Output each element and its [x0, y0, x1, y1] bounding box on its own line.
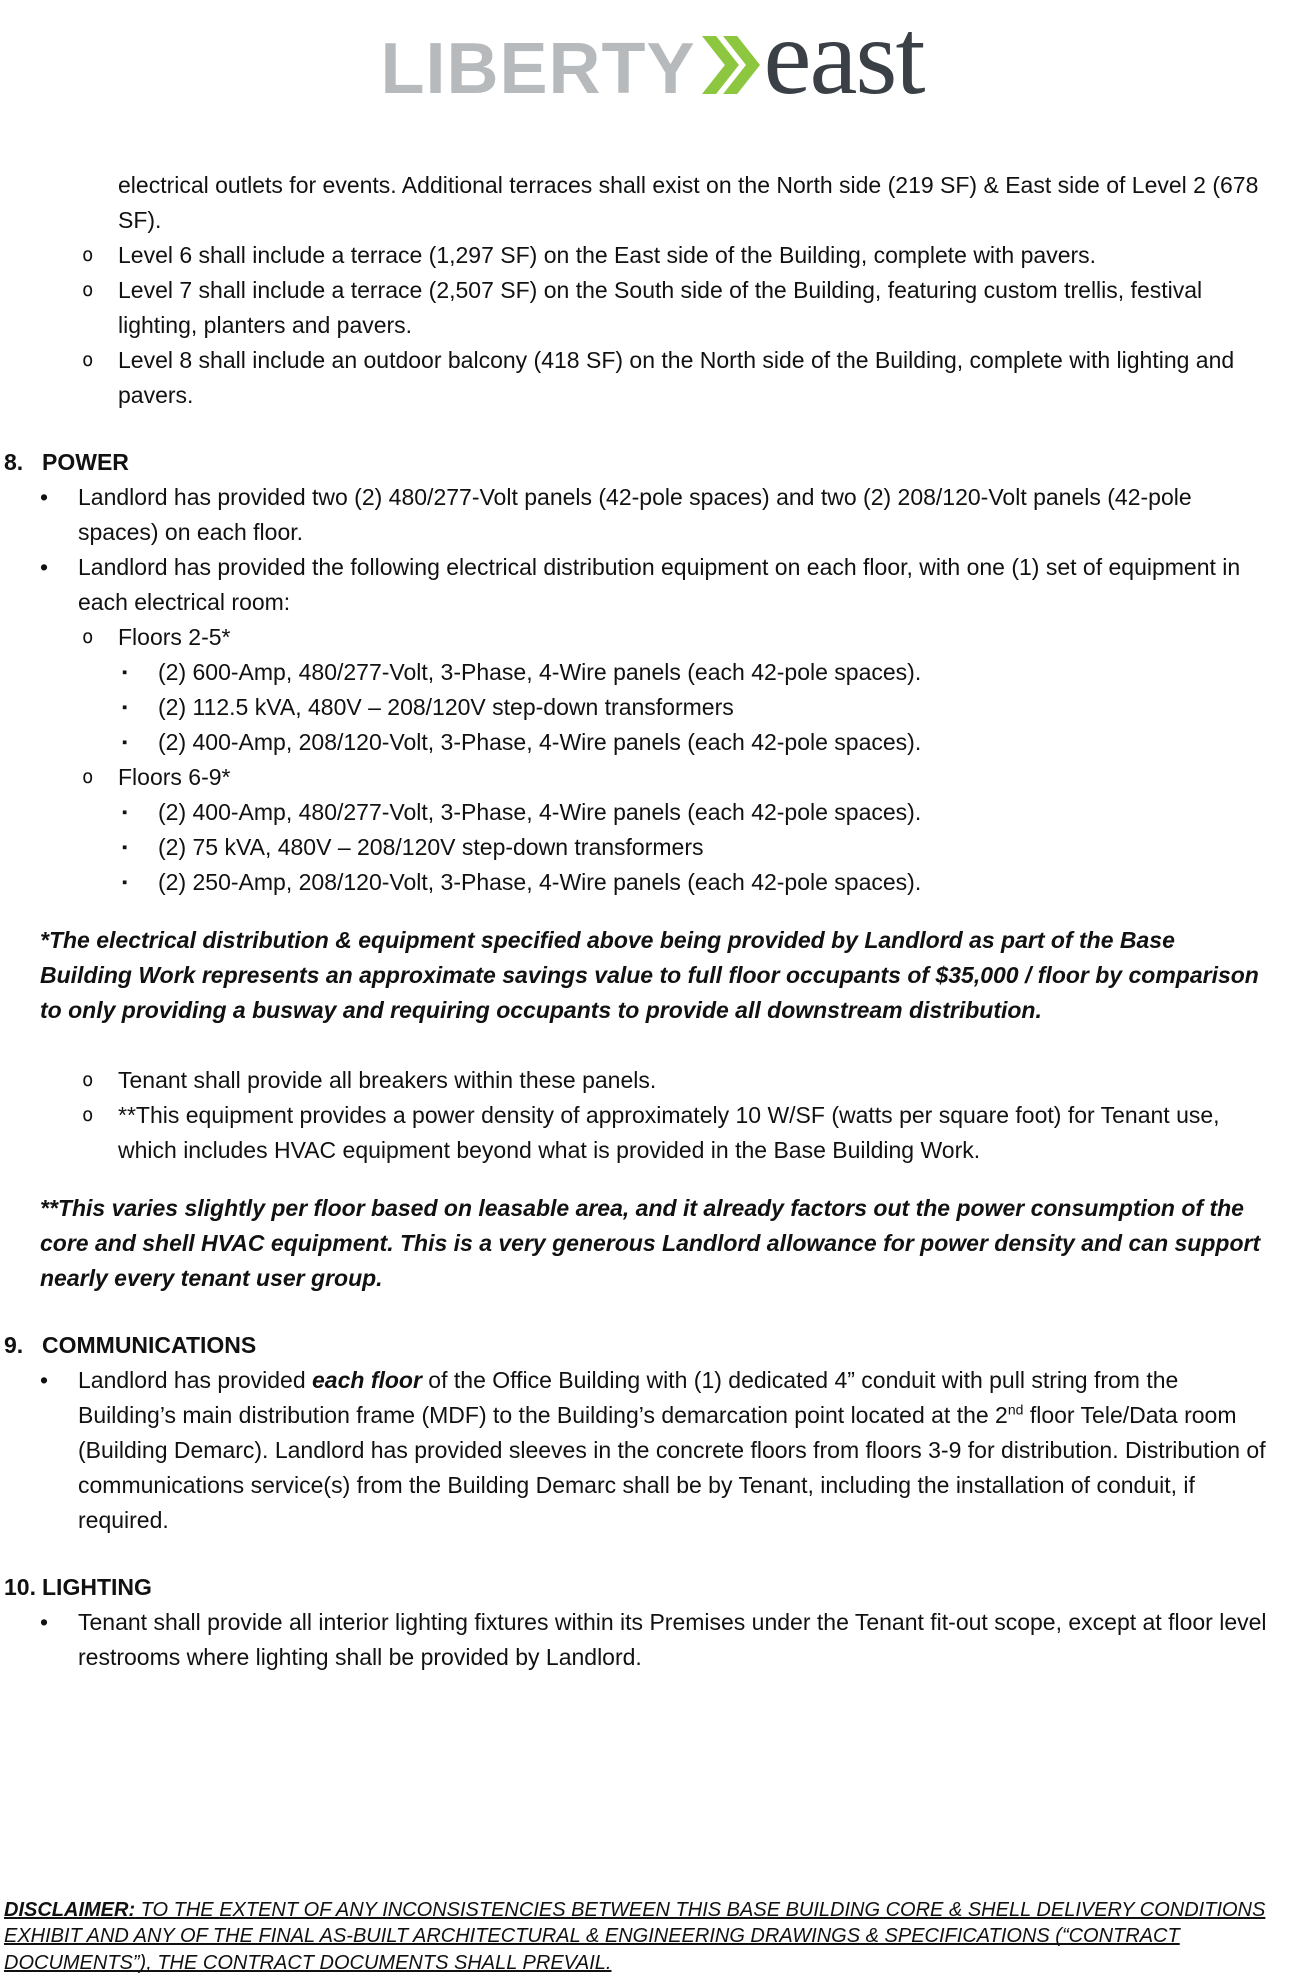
list-item-text: Level 7 shall include a terrace (2,507 SF) on the South side of the Building, featuring custom trellis, festival lighting, planters and pavers.: [118, 277, 1203, 338]
square-bullet-marker: ▪: [122, 839, 128, 856]
square-bullet-marker: ▪: [122, 734, 128, 751]
list-item-floors25-panel-600amp: [4, 655, 1272, 690]
text-segment: Landlord has provided: [78, 1367, 312, 1393]
circle-bullet-marker: o: [82, 279, 94, 301]
list-item-floors25-panel-400amp: [4, 725, 1272, 760]
list-item-tenant-breakers: [4, 1063, 1272, 1098]
ordinal-superscript: nd: [1007, 1401, 1024, 1418]
section-title: COMMUNICATIONS: [42, 1332, 257, 1358]
list-item-text: Floors 6-9*: [118, 764, 231, 790]
list-item-level8-balcony: [4, 343, 1272, 413]
disc-bullet-marker: •: [40, 1609, 49, 1635]
double-chevron-icon: [702, 36, 760, 94]
list-item-floors-6-9: [4, 760, 1272, 795]
circle-bullet-marker: o: [82, 244, 94, 266]
note-electrical-savings: *The electrical distribution & equipment specified above being provided by Landlord as part of the Base Building Work represents an approximate savings value to full floor occupants of $35,000 / floor by comparison to only providing a busway and requiring occupants to provide all downstream distribution.: [40, 927, 1259, 1023]
text-segment-emphasis: each floor: [312, 1367, 422, 1393]
square-bullet-marker: ▪: [122, 699, 128, 716]
section-title: LIGHTING: [42, 1574, 152, 1600]
continuation-paragraph: electrical outlets for events. Additional terraces shall exist on the North side (219 SF) & East side of Level 2 (678 SF).: [118, 172, 1259, 233]
section-heading-lighting: [4, 1570, 1272, 1605]
section-heading-power: [4, 445, 1272, 480]
circle-bullet-marker: o: [82, 1069, 94, 1091]
list-item-text: Floors 2-5*: [118, 624, 231, 650]
text-segment: of the Office Building with (1) dedicated 4” conduit with pull string from the Building’s main distribution frame (MDF) to the Building’s demarcation point located at the 2: [78, 1367, 1179, 1428]
section-heading-communications: [4, 1328, 1272, 1363]
list-item-power-panels: [4, 480, 1272, 550]
list-item-text: Landlord has provided the following electrical distribution equipment on each floor, with one (1) set of equipment in each electrical room:: [78, 554, 1241, 615]
list-item-communications-conduit: [4, 1363, 1272, 1538]
list-item-power-distribution: [4, 550, 1272, 620]
circle-bullet-marker: o: [82, 626, 94, 648]
list-item-text: (2) 75 kVA, 480V – 208/120V step-down transformers: [158, 834, 704, 860]
disc-bullet-marker: •: [40, 1367, 49, 1393]
section-number: 10.: [4, 1574, 36, 1600]
list-item-floors25-transformers: [4, 690, 1272, 725]
square-bullet-marker: ▪: [122, 664, 128, 681]
list-item-floors69-panel-400amp: [4, 795, 1272, 830]
list-item-level7-terrace: [4, 273, 1272, 343]
list-item-text: Tenant shall provide all breakers within these panels.: [118, 1067, 657, 1093]
list-item-floors69-transformers: [4, 830, 1272, 865]
document-body: [0, 168, 1304, 1675]
square-bullet-marker: ▪: [122, 874, 128, 891]
note-power-density-variance: **This varies slightly per floor based on leasable area, and it already factors out the power consumption of the core and shell HVAC equipment. This is a very generous Landlord allowance for power density and can support nearly every tenant user group.: [40, 1195, 1261, 1291]
circle-bullet-marker: o: [82, 766, 94, 788]
logo-east-text: east: [763, 0, 924, 117]
list-item-text: **This equipment provides a power density of approximately 10 W/SF (watts per square foot) for Tenant use, which includes HVAC equipment beyond what is provided in the Base Building Work.: [118, 1102, 1220, 1163]
list-item-level6-terrace: [4, 238, 1272, 273]
list-item-text: Tenant shall provide all interior lighting fixtures within its Premises under the Tenant fit-out scope, except at floor level restrooms where lighting shall be provided by Landlord.: [78, 1609, 1267, 1670]
logo-liberty-text: LIBERTY: [380, 29, 696, 109]
list-item-text: Landlord has provided two (2) 480/277-Volt panels (42-pole spaces) and two (2) 208/120-Volt panels (42-pole spaces) on each floor.: [78, 484, 1192, 545]
disc-bullet-marker: •: [40, 484, 49, 510]
list-item-text: Level 8 shall include an outdoor balcony (418 SF) on the North side of the Building, complete with lighting and pavers.: [118, 347, 1235, 408]
list-item-text: (2) 112.5 kVA, 480V – 208/120V step-down transformers: [158, 694, 734, 720]
section-number: 8.: [4, 449, 24, 475]
liberty-east-logo: [0, 0, 1304, 117]
circle-bullet-marker: o: [82, 349, 94, 371]
text-segment: floor Tele/Data room (Building Demarc). Landlord has provided sleeves in the concrete floors from floors 3-9 for distribution. Distribution of communications service(s) from the Building Demarc shall be by Tenant, including the installation of conduit, if required.: [78, 1402, 1266, 1533]
disc-bullet-marker: •: [40, 554, 49, 580]
list-item-floors-2-5: [4, 620, 1272, 655]
section-number: 9.: [4, 1332, 24, 1358]
list-item-text: Level 6 shall include a terrace (1,297 SF) on the East side of the Building, complete with pavers.: [118, 242, 1097, 268]
disclaimer-label: DISCLAIMER:: [4, 1898, 136, 1921]
list-item-text: (2) 600-Amp, 480/277-Volt, 3-Phase, 4-Wire panels (each 42-pole spaces).: [158, 659, 922, 685]
disclaimer-paragraph: [4, 1897, 1288, 1977]
list-item-text: (2) 400-Amp, 208/120-Volt, 3-Phase, 4-Wire panels (each 42-pole spaces).: [158, 729, 922, 755]
disclaimer-text: TO THE EXTENT OF ANY INCONSISTENCIES BETWEEN THIS BASE BUILDING CORE & SHELL DELIVERY CONDITIONS EXHIBIT AND ANY OF THE FINAL AS-BUILT ARCHITECTURAL & ENGINEERING DRAWINGS & SPECIFICATIONS (“CONTRACT DOCUMENTS”), THE CONTRACT DOCUMENTS SHALL PREVAIL.: [4, 1898, 1266, 1974]
list-item-floors69-panel-250amp: [4, 865, 1272, 900]
list-item-text: [78, 1363, 1272, 1538]
list-item-lighting-fixtures: [4, 1605, 1272, 1675]
section-title: POWER: [42, 449, 129, 475]
circle-bullet-marker: o: [82, 1104, 94, 1126]
square-bullet-marker: ▪: [122, 804, 128, 821]
list-item-power-density: [4, 1098, 1272, 1168]
list-item-text: (2) 400-Amp, 480/277-Volt, 3-Phase, 4-Wire panels (each 42-pole spaces).: [158, 799, 922, 825]
list-item-text: (2) 250-Amp, 208/120-Volt, 3-Phase, 4-Wire panels (each 42-pole spaces).: [158, 869, 922, 895]
